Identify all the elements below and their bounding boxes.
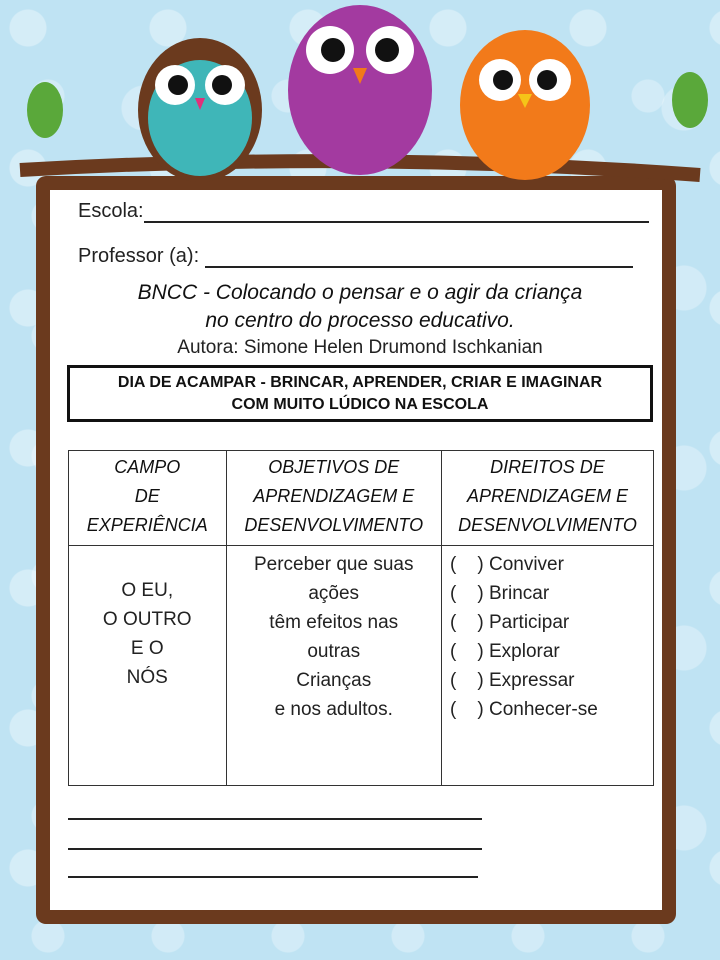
cell-text: NÓS (126, 667, 168, 688)
headline-line-1: BNCC - Colocando o pensar e o agir da criança (137, 281, 583, 304)
header-text: DE (134, 486, 160, 506)
table-row (69, 546, 654, 786)
header-text: APRENDIZAGEM E (253, 486, 415, 506)
header-campo (69, 451, 227, 546)
professor-label: Professor (a): (78, 245, 200, 267)
escola-field (78, 200, 649, 223)
headline-line-2: no centro do processo educativo. (205, 309, 515, 332)
teal-owl-icon (138, 38, 262, 182)
checkbox-brincar[interactable]: ( ) Brincar (449, 583, 550, 604)
answer-line-2[interactable] (68, 848, 482, 850)
checkbox-conhecer-se[interactable]: ( ) Conhecer-se (449, 699, 598, 720)
cell-text: têm efeitos nas (269, 612, 399, 633)
professor-blank-line[interactable] (205, 266, 633, 268)
direitos-cell (441, 546, 653, 786)
checkbox-participar[interactable]: ( ) Participar (449, 612, 570, 633)
cell-text: e nos adultos. (274, 699, 393, 720)
purple-owl-icon (288, 5, 432, 175)
header-text: APRENDIZAGEM E (466, 486, 628, 506)
cell-text: O EU, (121, 580, 174, 601)
header-objetivos (226, 451, 441, 546)
cell-text: O OUTRO (102, 609, 192, 630)
cell-text: outras (307, 641, 361, 662)
leaf-icon (27, 82, 63, 138)
checkbox-expressar[interactable]: ( ) Expressar (449, 670, 575, 691)
bncc-table (68, 450, 654, 786)
header-text: EXPERIÊNCIA (86, 515, 208, 535)
header-direitos (441, 451, 653, 546)
owls-illustration (0, 0, 720, 200)
header-text: DESENVOLVIMENTO (458, 515, 637, 535)
activity-title-box (67, 365, 653, 422)
professor-field (78, 245, 633, 268)
activity-title-line-1: DIA DE ACAMPAR - BRINCAR, APRENDER, CRIAR E IMAGINAR (117, 374, 603, 391)
escola-blank-line[interactable] (144, 221, 649, 223)
checkbox-conviver[interactable]: ( ) Conviver (449, 554, 564, 575)
answer-line-1[interactable] (68, 818, 482, 820)
cell-text: Crianças (296, 670, 372, 691)
escola-label: Escola: (78, 200, 144, 222)
objetivos-cell (226, 546, 441, 786)
cell-text: ações (308, 583, 360, 604)
orange-owl-icon (460, 30, 590, 180)
header-text: OBJETIVOS DE (268, 457, 400, 477)
checkbox-explorar[interactable]: ( ) Explorar (449, 641, 560, 662)
table-header-row (69, 451, 654, 546)
author-credit: Autora: Simone Helen Drumond Ischkanian (177, 337, 543, 358)
header-text: DIREITOS DE (490, 457, 605, 477)
campo-cell (69, 546, 227, 786)
cell-text: E O (130, 638, 164, 659)
cell-text: Perceber que suas (253, 554, 414, 575)
header-text: DESENVOLVIMENTO (244, 515, 424, 535)
leaf-icon (672, 72, 708, 128)
activity-title-line-2: COM MUITO LÚDICO NA ESCOLA (231, 396, 489, 413)
answer-line-3[interactable] (68, 876, 478, 878)
header-text: CAMPO (114, 457, 181, 477)
